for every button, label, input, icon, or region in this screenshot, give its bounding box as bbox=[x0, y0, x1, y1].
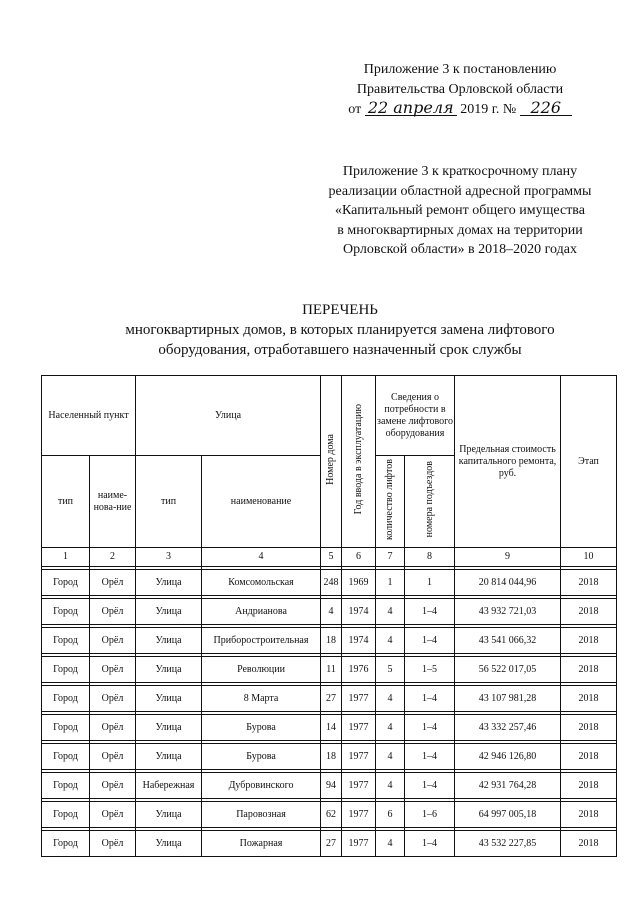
header-street-type: тип bbox=[136, 456, 202, 548]
cell-qty: 4 bbox=[376, 628, 405, 654]
cell-street-name: 8 Марта bbox=[202, 686, 321, 712]
header-entrance-numbers: номера подъездов bbox=[405, 456, 455, 548]
cell-loc-name: Орёл bbox=[90, 628, 136, 654]
cell-loc-name: Орёл bbox=[90, 715, 136, 741]
cell-street-name: Дубровинского bbox=[202, 773, 321, 799]
cell-year: 1977 bbox=[342, 744, 376, 770]
cell-street-type: Набережная bbox=[136, 773, 202, 799]
decree-year-text: 2019 г. № bbox=[460, 102, 517, 117]
column-number-cell: 9 bbox=[455, 548, 561, 567]
header-year-commissioned: Год ввода в эксплуатацию bbox=[342, 376, 376, 548]
cell-street-name: Революции bbox=[202, 657, 321, 683]
cell-entrances: 1–4 bbox=[405, 628, 455, 654]
cell-street-name: Андрианова bbox=[202, 599, 321, 625]
cell-street-type: Улица bbox=[136, 802, 202, 828]
cell-cost: 43 932 721,03 bbox=[455, 599, 561, 625]
cell-cost: 43 107 981,28 bbox=[455, 686, 561, 712]
table-row bbox=[42, 628, 617, 654]
cell-loc-name: Орёл bbox=[90, 744, 136, 770]
cell-cost: 42 946 126,80 bbox=[455, 744, 561, 770]
column-number-cell: 4 bbox=[202, 548, 321, 567]
cell-entrances: 1–4 bbox=[405, 831, 455, 857]
title-line1: многоквартирных домов, в которых планируется замена лифтового bbox=[125, 322, 555, 338]
cell-stage: 2018 bbox=[561, 657, 617, 683]
cell-stage: 2018 bbox=[561, 686, 617, 712]
cell-cost: 42 931 764,28 bbox=[455, 773, 561, 799]
cell-loc-name: Орёл bbox=[90, 686, 136, 712]
cell-stage: 2018 bbox=[561, 570, 617, 596]
cell-house: 27 bbox=[321, 831, 342, 857]
column-number-cell: 2 bbox=[90, 548, 136, 567]
buildings-table bbox=[41, 375, 617, 857]
cell-loc-name: Орёл bbox=[90, 802, 136, 828]
cell-entrances: 1–4 bbox=[405, 715, 455, 741]
cell-stage: 2018 bbox=[561, 599, 617, 625]
cell-qty: 4 bbox=[376, 715, 405, 741]
plan-appendix-line5: Орловской области» в 2018–2020 годах bbox=[343, 242, 577, 257]
column-number-row bbox=[42, 548, 617, 567]
cell-year: 1977 bbox=[342, 686, 376, 712]
column-number-cell: 10 bbox=[561, 548, 617, 567]
cell-house: 4 bbox=[321, 599, 342, 625]
column-number-cell: 5 bbox=[321, 548, 342, 567]
cell-house: 27 bbox=[321, 686, 342, 712]
cell-street-type: Улица bbox=[136, 715, 202, 741]
cell-year: 1977 bbox=[342, 831, 376, 857]
plan-appendix-line2: реализации областной адресной программы bbox=[328, 183, 592, 199]
cell-house: 14 bbox=[321, 715, 342, 741]
cell-loc-type: Город bbox=[42, 831, 90, 857]
decree-appendix-header bbox=[300, 60, 620, 120]
header-locality-name: наиме-нова-ние bbox=[90, 456, 136, 548]
table-body bbox=[42, 567, 617, 857]
header-locality: Населенный пункт bbox=[42, 376, 136, 456]
cell-street-name: Приборостроительная bbox=[202, 628, 321, 654]
title-heading: ПЕРЕЧЕНЬ bbox=[302, 302, 378, 318]
column-number-cell: 8 bbox=[405, 548, 455, 567]
decree-appendix-line2: Правительства Орловской области bbox=[356, 82, 564, 97]
cell-street-type: Улица bbox=[136, 744, 202, 770]
cell-qty: 5 bbox=[376, 657, 405, 683]
column-number-cell: 7 bbox=[376, 548, 405, 567]
table-row bbox=[42, 686, 617, 712]
plan-appendix-header bbox=[290, 162, 630, 260]
cell-stage: 2018 bbox=[561, 831, 617, 857]
cell-year: 1977 bbox=[342, 802, 376, 828]
cell-street-type: Улица bbox=[136, 628, 202, 654]
table-row bbox=[42, 715, 617, 741]
header-street-name: наименование bbox=[202, 456, 321, 548]
cell-year: 1974 bbox=[342, 599, 376, 625]
cell-cost: 64 997 005,18 bbox=[455, 802, 561, 828]
cell-year: 1969 bbox=[342, 570, 376, 596]
cell-qty: 1 bbox=[376, 570, 405, 596]
column-number-cell: 3 bbox=[136, 548, 202, 567]
cell-cost: 43 532 227,85 bbox=[455, 831, 561, 857]
cell-street-type: Улица bbox=[136, 657, 202, 683]
decree-date-line bbox=[300, 100, 620, 120]
cell-house: 62 bbox=[321, 802, 342, 828]
header-elevator-need: Сведения о потребности в замене лифтового оборудования bbox=[376, 376, 455, 456]
document-title bbox=[60, 300, 620, 360]
plan-appendix-line3: «Капитальный ремонт общего имущества bbox=[335, 203, 585, 218]
cell-street-name: Комсомольская bbox=[202, 570, 321, 596]
cell-house: 18 bbox=[321, 744, 342, 770]
cell-street-name: Пожарная bbox=[202, 831, 321, 857]
cell-house: 248 bbox=[321, 570, 342, 596]
cell-qty: 4 bbox=[376, 773, 405, 799]
cell-stage: 2018 bbox=[561, 744, 617, 770]
decree-number-handwritten: 226 bbox=[520, 100, 572, 116]
cell-loc-type: Город bbox=[42, 802, 90, 828]
cell-stage: 2018 bbox=[561, 802, 617, 828]
decree-appendix-line1: Приложение 3 к постановлению bbox=[363, 62, 557, 77]
cell-street-name: Бурова bbox=[202, 744, 321, 770]
cell-loc-type: Город bbox=[42, 628, 90, 654]
table-row bbox=[42, 570, 617, 596]
title-line2: оборудования, отработавшего назначенный срок службы bbox=[158, 342, 522, 358]
header-max-cost: Предельная стоимость капитального ремонта, руб. bbox=[455, 376, 561, 548]
cell-house: 11 bbox=[321, 657, 342, 683]
cell-entrances: 1–4 bbox=[405, 599, 455, 625]
table-row bbox=[42, 657, 617, 683]
header-stage: Этап bbox=[561, 376, 617, 548]
cell-loc-type: Город bbox=[42, 744, 90, 770]
decree-date-handwritten: 22 апреля bbox=[365, 100, 457, 116]
cell-entrances: 1–4 bbox=[405, 744, 455, 770]
cell-qty: 4 bbox=[376, 831, 405, 857]
cell-qty: 4 bbox=[376, 599, 405, 625]
cell-stage: 2018 bbox=[561, 628, 617, 654]
cell-entrances: 1–5 bbox=[405, 657, 455, 683]
cell-loc-name: Орёл bbox=[90, 831, 136, 857]
header-house-number: Номер дома bbox=[321, 376, 342, 548]
cell-cost: 43 332 257,46 bbox=[455, 715, 561, 741]
cell-street-type: Улица bbox=[136, 599, 202, 625]
table-row bbox=[42, 831, 617, 857]
cell-qty: 4 bbox=[376, 686, 405, 712]
cell-stage: 2018 bbox=[561, 773, 617, 799]
header-elevator-quantity: количество лифтов bbox=[376, 456, 405, 548]
decree-from-prefix: от bbox=[348, 102, 362, 117]
cell-cost: 43 541 066,32 bbox=[455, 628, 561, 654]
cell-house: 18 bbox=[321, 628, 342, 654]
cell-loc-name: Орёл bbox=[90, 570, 136, 596]
cell-street-name: Паровозная bbox=[202, 802, 321, 828]
column-number-cell: 1 bbox=[42, 548, 90, 567]
cell-loc-type: Город bbox=[42, 715, 90, 741]
table-row bbox=[42, 802, 617, 828]
cell-loc-type: Город bbox=[42, 599, 90, 625]
cell-year: 1977 bbox=[342, 773, 376, 799]
plan-appendix-line4: в многоквартирных домах на территории bbox=[337, 222, 583, 238]
header-street: Улица bbox=[136, 376, 321, 456]
cell-qty: 6 bbox=[376, 802, 405, 828]
cell-year: 1977 bbox=[342, 715, 376, 741]
cell-loc-type: Город bbox=[42, 773, 90, 799]
cell-year: 1974 bbox=[342, 628, 376, 654]
table-row bbox=[42, 773, 617, 799]
cell-street-type: Улица bbox=[136, 686, 202, 712]
cell-entrances: 1–4 bbox=[405, 686, 455, 712]
table-row bbox=[42, 599, 617, 625]
cell-stage: 2018 bbox=[561, 715, 617, 741]
cell-street-name: Бурова bbox=[202, 715, 321, 741]
table-row bbox=[42, 744, 617, 770]
column-number-cell: 6 bbox=[342, 548, 376, 567]
cell-entrances: 1–6 bbox=[405, 802, 455, 828]
cell-entrances: 1–4 bbox=[405, 773, 455, 799]
cell-entrances: 1 bbox=[405, 570, 455, 596]
cell-loc-type: Город bbox=[42, 657, 90, 683]
cell-loc-name: Орёл bbox=[90, 599, 136, 625]
cell-year: 1976 bbox=[342, 657, 376, 683]
cell-loc-type: Город bbox=[42, 686, 90, 712]
cell-street-type: Улица bbox=[136, 570, 202, 596]
cell-cost: 56 522 017,05 bbox=[455, 657, 561, 683]
cell-house: 94 bbox=[321, 773, 342, 799]
cell-loc-name: Орёл bbox=[90, 657, 136, 683]
cell-loc-type: Город bbox=[42, 570, 90, 596]
plan-appendix-line1: Приложение 3 к краткосрочному плану bbox=[342, 164, 578, 179]
cell-cost: 20 814 044,96 bbox=[455, 570, 561, 596]
table-header-row-1 bbox=[42, 376, 617, 456]
cell-street-type: Улица bbox=[136, 831, 202, 857]
cell-loc-name: Орёл bbox=[90, 773, 136, 799]
header-locality-type: тип bbox=[42, 456, 90, 548]
cell-qty: 4 bbox=[376, 744, 405, 770]
